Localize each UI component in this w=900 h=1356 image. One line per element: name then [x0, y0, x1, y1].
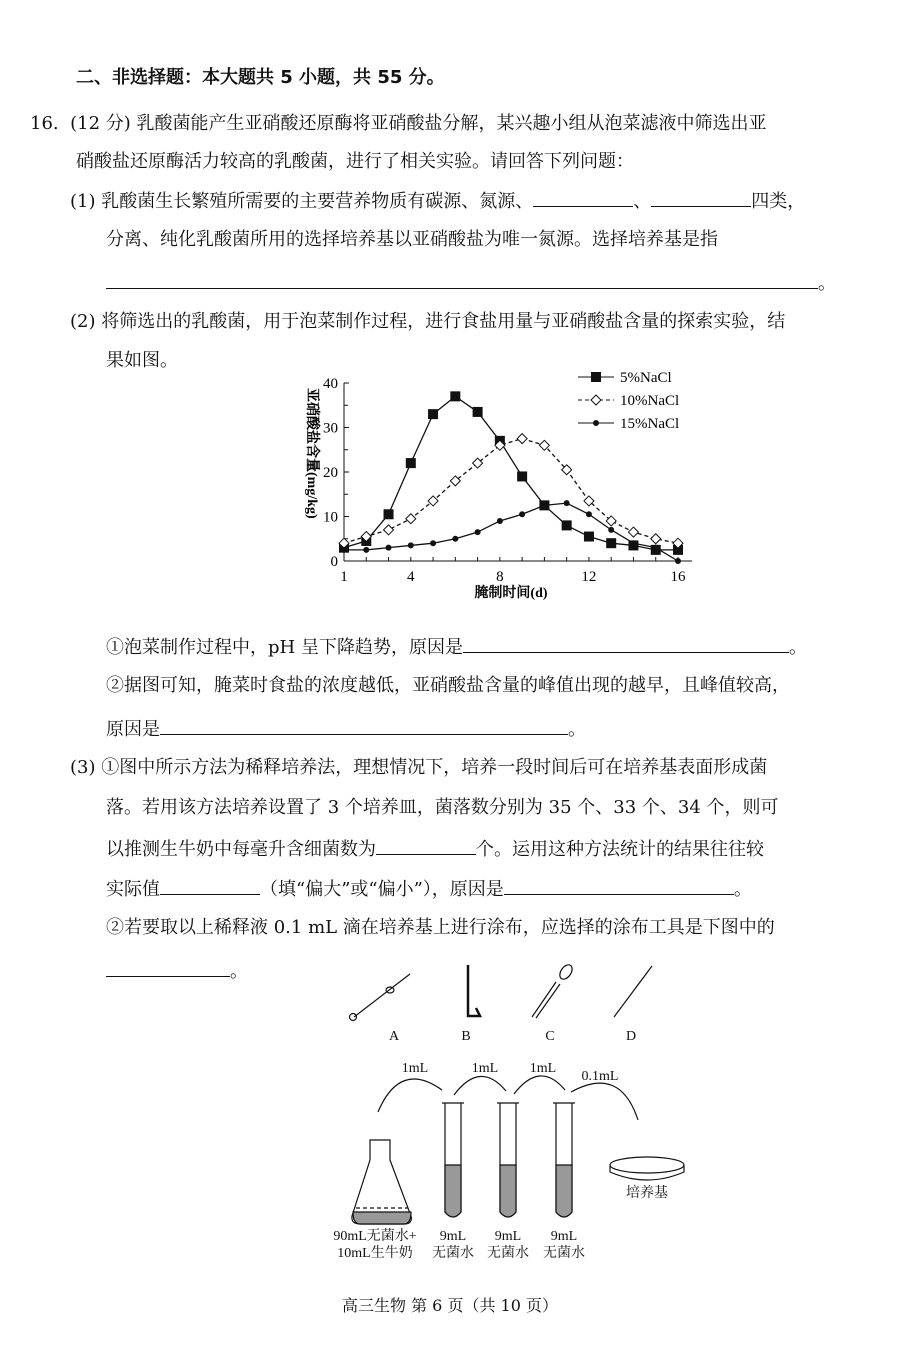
- y-tick-label: 30: [323, 420, 338, 437]
- test-tube-icon: [497, 1103, 519, 1217]
- question-16-line1: [30, 112, 767, 136]
- part3-line4: [106, 876, 752, 902]
- lab-diagram: [320, 960, 720, 1270]
- part-label: (3): [70, 757, 96, 778]
- x-axis-label: 腌制时间(d): [474, 586, 548, 601]
- part2-q2b: [106, 716, 586, 742]
- part-text: 实际值: [106, 879, 160, 900]
- separator: 、: [633, 191, 652, 212]
- part1-line3: [106, 270, 836, 296]
- part2-q1: [106, 634, 807, 660]
- period: 。: [788, 637, 807, 658]
- part-text: 个。运用这种方法统计的结果往往较: [476, 839, 764, 860]
- legend-marker: [593, 420, 599, 426]
- part2-line2: 果如图。: [106, 350, 178, 371]
- part-text: 将筛选出的乳酸菌，用于泡菜制作过程，进行食盐用量与亚硝酸盐含量的探索实验，结: [101, 311, 786, 332]
- answer-blank[interactable]: [651, 188, 751, 207]
- answer-blank[interactable]: [376, 836, 476, 855]
- answer-blank[interactable]: [106, 958, 230, 977]
- tool-label-d: D: [625, 1029, 637, 1044]
- x-tick-label: 4: [407, 569, 415, 585]
- tool-label-c: C: [545, 1029, 555, 1044]
- data-point: [608, 527, 614, 533]
- x-tick-label: 1: [340, 569, 348, 585]
- spreader-icon: [468, 965, 480, 1016]
- y-tick-label: 20: [323, 465, 338, 481]
- y-tick-label: 0: [330, 554, 338, 570]
- data-point: [675, 558, 681, 564]
- x-tick-label: 8: [496, 569, 504, 585]
- data-point: [562, 520, 572, 530]
- part3-line6: [106, 958, 248, 984]
- data-point: [628, 527, 638, 537]
- data-point: [363, 547, 369, 553]
- part3-line5: ②若要取以上稀释液 0.1 mL 滴在培养基上进行涂布，应选择的涂布工具是下图中的: [106, 917, 775, 938]
- legend-marker: [591, 395, 601, 405]
- period: 。: [568, 719, 586, 740]
- data-point: [630, 540, 636, 546]
- x-tick-label: 16: [670, 569, 686, 585]
- answer-blank[interactable]: [106, 270, 818, 289]
- answer-blank[interactable]: [533, 188, 633, 207]
- period: 。: [733, 879, 752, 900]
- part-text: 以推测生牛奶中每毫升含细菌数为: [106, 839, 376, 860]
- transfer-label: 0.1mL: [581, 1069, 619, 1084]
- section-title: 二、非选择题：本大题共 5 小题，共 55 分。: [76, 67, 445, 88]
- data-point: [497, 518, 503, 524]
- data-point: [653, 545, 659, 551]
- test-tube-icon: [442, 1103, 464, 1217]
- tube-label: 9mL: [550, 1229, 578, 1244]
- part-text: 原因是: [106, 719, 160, 740]
- data-point: [384, 525, 394, 535]
- data-point: [386, 545, 392, 551]
- data-point: [606, 538, 616, 548]
- answer-blank[interactable]: [463, 634, 789, 653]
- tool-label-a: A: [388, 1029, 400, 1044]
- part-label: (2): [70, 311, 96, 332]
- period: 。: [230, 961, 248, 982]
- data-point: [519, 511, 525, 517]
- data-point: [475, 529, 481, 535]
- part-text: ①图中所示方法为稀释培养法，理想情况下，培养一段时间后可在培养基表面形成菌: [101, 757, 768, 778]
- data-point: [564, 500, 570, 506]
- x-tick-label: 12: [581, 569, 597, 585]
- legend-label: 10%NaCl: [620, 393, 680, 409]
- data-point: [517, 471, 527, 481]
- data-point: [428, 409, 438, 419]
- data-point: [450, 391, 460, 401]
- data-point: [651, 534, 661, 544]
- test-tube-icon: [553, 1103, 575, 1217]
- page-footer: 高三生物 第 6 页（共 10 页）: [342, 1296, 558, 1315]
- tube-label: 无菌水: [487, 1246, 529, 1261]
- part-text: 四类，: [751, 191, 806, 212]
- data-point: [584, 532, 594, 542]
- legend-label: 5%NaCl: [620, 370, 672, 386]
- question-number: 16.: [30, 113, 59, 134]
- nitrite-line-chart: [280, 360, 720, 610]
- part1-line1: [70, 188, 805, 214]
- part-text: 乳酸菌生长繁殖所需要的主要营养物质有碳源、氮源、: [101, 191, 534, 212]
- transfer-label: 1mL: [529, 1061, 557, 1076]
- answer-blank[interactable]: [504, 876, 734, 895]
- tube-label: 无菌水: [432, 1246, 474, 1261]
- tube-label: 9mL: [494, 1229, 522, 1244]
- legend-marker: [591, 372, 601, 382]
- transfer-label: 1mL: [401, 1061, 429, 1076]
- part3-line2: 落。若用该方法培养设置了 3 个培养皿，菌落数分别为 35 个、33 个、34 个，则可: [106, 797, 779, 818]
- flask-label: 10mL生牛奶: [337, 1246, 413, 1261]
- flask-icon: [352, 1140, 411, 1224]
- data-point: [541, 502, 547, 508]
- intro-text-2: 硝酸盐还原酶活力较高的乳酸菌，进行了相关实验。请回答下列问题：: [76, 151, 634, 172]
- data-point: [384, 509, 394, 519]
- part3-line3: [106, 836, 764, 862]
- part-text: （填“偏大”或“偏小”），原因是: [260, 879, 504, 900]
- part-label: (1): [70, 191, 96, 212]
- data-point: [586, 511, 592, 517]
- data-point: [406, 514, 416, 524]
- answer-blank[interactable]: [160, 876, 260, 895]
- data-point: [406, 458, 416, 468]
- part2-line1: [70, 310, 785, 334]
- inoculating-loop-icon: [350, 974, 411, 1021]
- part1-line2: 分离、纯化乳酸菌所用的选择培养基以亚硝酸盐为唯一氮源。选择培养基是指: [106, 229, 718, 250]
- flask-label: 90mL无菌水+: [333, 1229, 417, 1244]
- data-point: [452, 536, 458, 542]
- tube-label: 无菌水: [543, 1246, 585, 1261]
- needle-icon: [614, 966, 652, 1017]
- tube-label: 9mL: [439, 1229, 467, 1244]
- period: 。: [818, 273, 836, 294]
- intro-text: 乳酸菌能产生亚硝酸还原酶将亚硝酸盐分解，某兴趣小组从泡菜滤液中筛选出亚: [136, 113, 767, 134]
- tool-label-b: B: [461, 1029, 471, 1044]
- data-point: [473, 407, 483, 417]
- y-axis-label: 亚硝酸盐含量(mg/kg): [304, 388, 319, 519]
- petri-dish-icon: [610, 1157, 684, 1180]
- answer-blank[interactable]: [160, 716, 568, 735]
- y-tick-label: 10: [323, 509, 338, 526]
- part2-q2: ②据图可知，腌菜时食盐的浓度越低，亚硝酸盐含量的峰值出现的越早，且峰值较高，: [106, 675, 790, 696]
- series-line-1: [344, 439, 678, 544]
- dropper-icon: [532, 963, 575, 1018]
- data-point: [430, 540, 436, 546]
- y-tick-label: 40: [323, 376, 338, 392]
- data-point: [517, 434, 527, 444]
- transfer-label: 1mL: [471, 1061, 499, 1076]
- question-score: (12 分): [70, 113, 131, 134]
- part3-line1: [70, 756, 767, 780]
- plate-label: 培养基: [626, 1186, 668, 1201]
- data-point: [408, 542, 414, 548]
- part-text: ①泡菜制作过程中，pH 呈下降趋势，原因是: [106, 637, 463, 658]
- legend-label: 15%NaCl: [620, 416, 680, 432]
- data-point: [341, 547, 347, 553]
